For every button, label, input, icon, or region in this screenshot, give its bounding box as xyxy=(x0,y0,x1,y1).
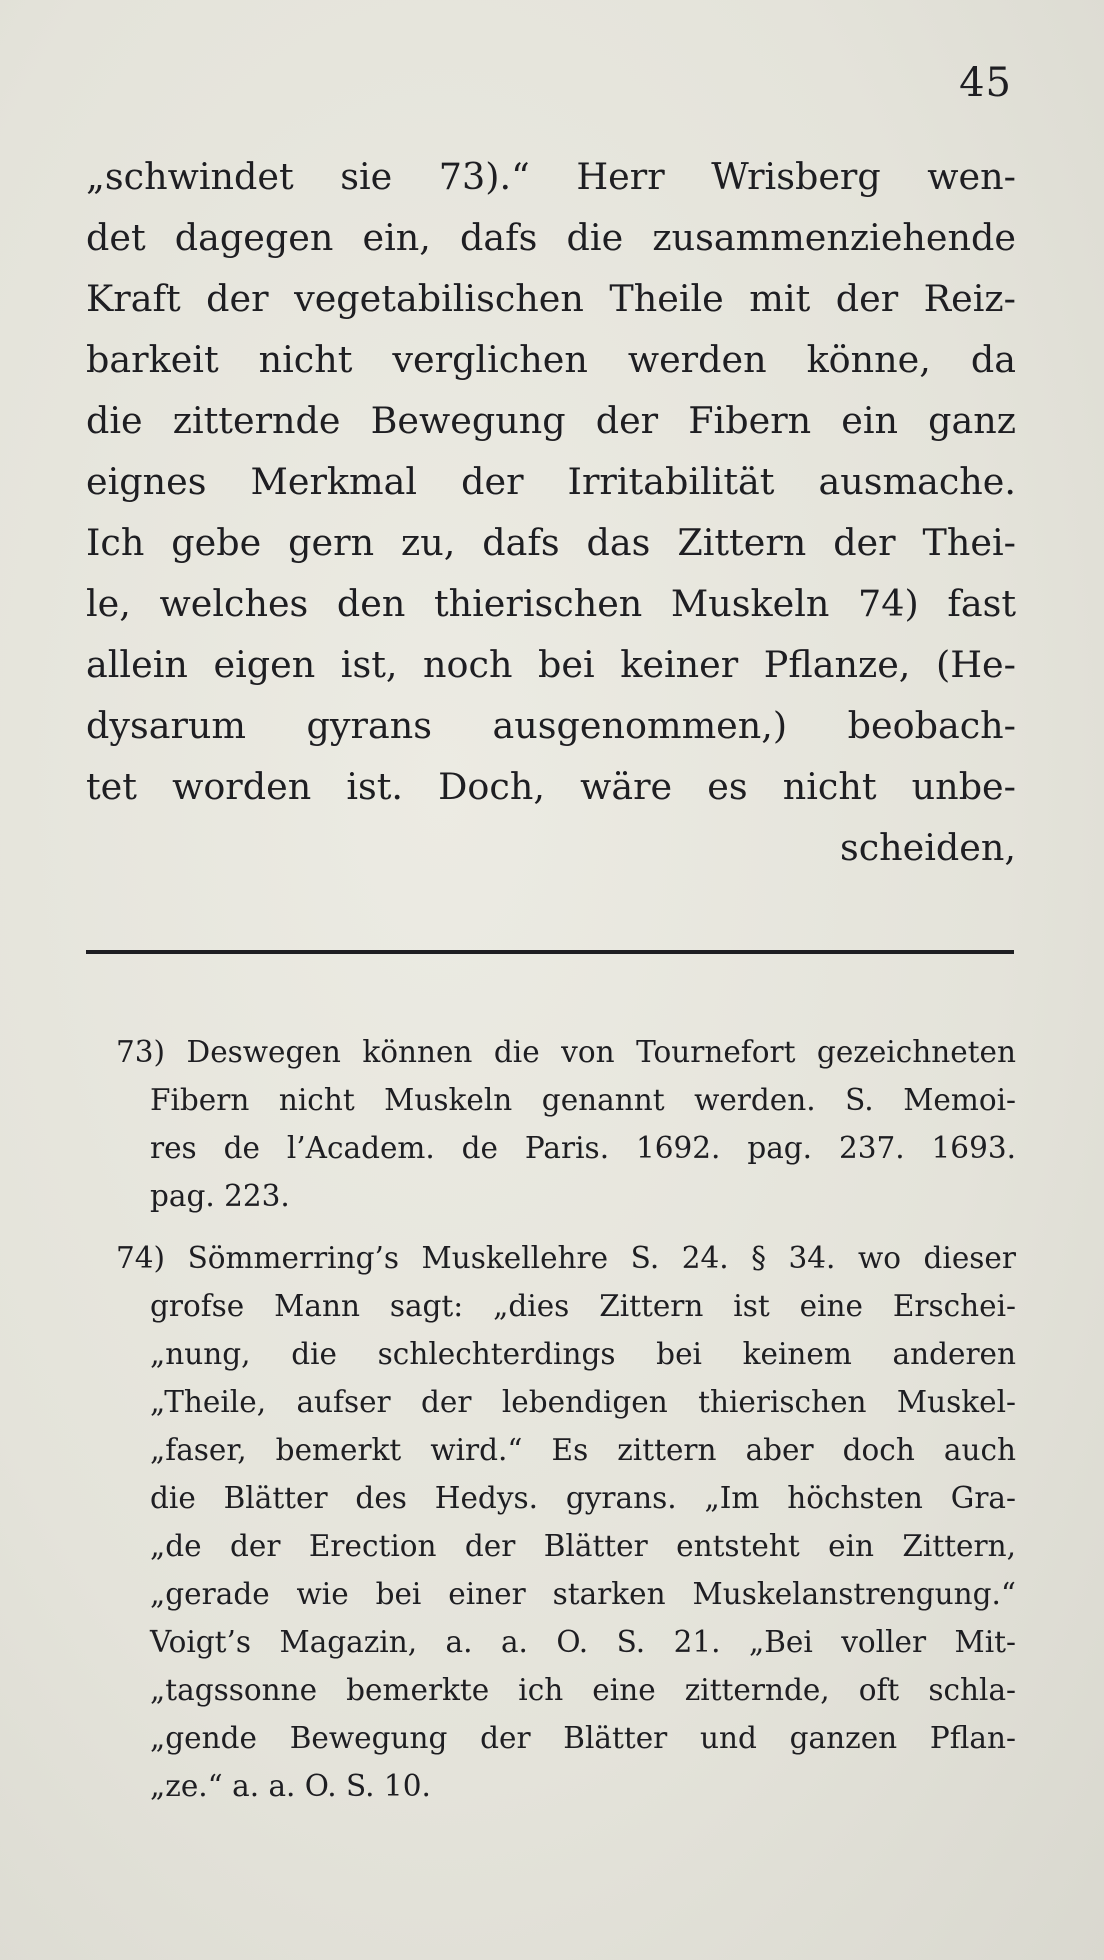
footnote-line: die Blätter des Hedys. gyrans. „Im höchsten Gra- xyxy=(150,1481,1016,1515)
footnote-74 xyxy=(116,1234,1016,1810)
main-text xyxy=(86,146,1016,878)
footnote-line: „Theile, aufser der lebendigen thierischen Muskel- xyxy=(150,1385,1016,1419)
footnote-line: „de der Erection der Blätter entsteht ein Zittern, xyxy=(150,1529,1016,1563)
main-text-line: det dagegen ein, dafs die zusammenziehende xyxy=(86,216,1016,259)
main-text-line: Ich gebe gern zu, dafs das Zittern der Thei- xyxy=(86,521,1016,564)
footnote-line: 74) Sömmerring’s Muskellehre S. 24. § 34. wo dieser xyxy=(116,1241,1016,1275)
footnote-line: „gerade wie bei einer starken Muskelanstrengung.“ xyxy=(150,1577,1016,1611)
footnote-line: res de l’Academ. de Paris. 1692. pag. 237. 1693. xyxy=(150,1131,1016,1165)
main-text-line: „schwindet sie 73).“ Herr Wrisberg wen- xyxy=(86,155,1016,198)
footnote-line: 73) Deswegen können die von Tournefort gezeichneten xyxy=(116,1035,1016,1069)
footnote-line: Fibern nicht Muskeln genannt werden. S. Memoi- xyxy=(150,1083,1016,1117)
page-number: 45 xyxy=(959,60,1012,106)
footnote-line: grofse Mann sagt: „dies Zittern ist eine Erschei- xyxy=(150,1289,1016,1323)
footnote-line: „gende Bewegung der Blätter und ganzen Pflan- xyxy=(150,1721,1016,1755)
footnote-line: Voigt’s Magazin, a. a. O. S. 21. „Bei voller Mit- xyxy=(150,1625,1016,1659)
footnote-line: „tagssonne bemerkte ich eine zitternde, oft schla- xyxy=(150,1673,1016,1707)
footnote-line: „ze.“ a. a. O. S. 10. xyxy=(150,1769,431,1803)
main-text-line: eignes Merkmal der Irritabilität ausmache. xyxy=(86,460,1016,503)
main-text-line: le, welches den thierischen Muskeln 74) fast xyxy=(86,582,1016,625)
main-text-line: allein eigen ist, noch bei keiner Pflanze, (He- xyxy=(86,643,1016,686)
main-text-line: dysarum gyrans ausgenommen,) beobach- xyxy=(86,704,1016,747)
main-text-line: Kraft der vegetabilischen Theile mit der Reiz- xyxy=(86,277,1016,320)
footnotes xyxy=(116,1028,1016,1824)
footnote-line: „faser, bemerkt wird.“ Es zittern aber doch auch xyxy=(150,1433,1016,1467)
footnote-line: pag. 223. xyxy=(150,1179,290,1213)
main-text-line: die zitternde Bewegung der Fibern ein ganz xyxy=(86,399,1016,442)
main-text-line: barkeit nicht verglichen werden könne, da xyxy=(86,338,1016,381)
main-text-line: tet worden ist. Doch, wäre es nicht unbe- xyxy=(86,765,1016,808)
footnote-73 xyxy=(116,1028,1016,1220)
footnote-rule xyxy=(86,950,1014,954)
footnote-line: „nung, die schlechterdings bei keinem anderen xyxy=(150,1337,1016,1371)
catchword: scheiden, xyxy=(839,826,1016,869)
